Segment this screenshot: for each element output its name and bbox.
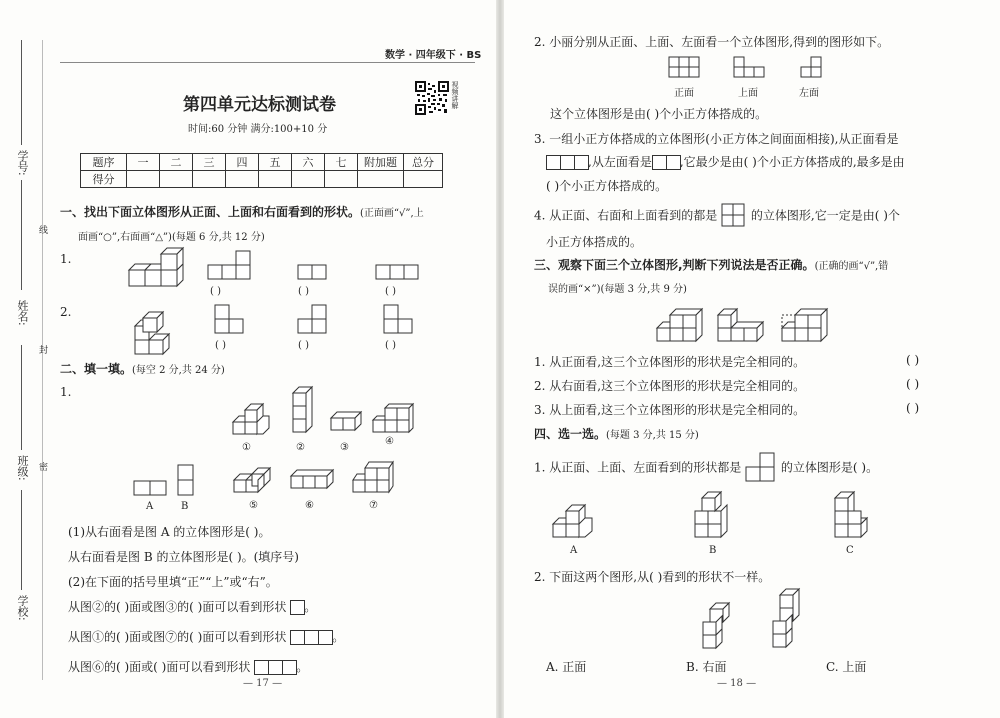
shape-two-by-two-squares (721, 203, 747, 229)
score-cell[interactable] (193, 171, 226, 188)
r-q3-line1: 3. 一组小正方体搭成的立体图形(小正方体之间面面相接),从正面看是 (534, 132, 899, 146)
r-q2-label-front: 正面 (674, 88, 694, 99)
sec1-q2-view-b (297, 304, 329, 336)
sec1-q2-number: 2. (60, 305, 72, 319)
subject-header: 数学 · 四年级下 · BS (385, 50, 482, 61)
sec1-paren[interactable]: ( ) (298, 286, 309, 297)
binding-line (21, 345, 22, 450)
r-s1-option-C-solid[interactable] (834, 490, 882, 542)
r-sec3-heading-line (534, 256, 888, 273)
r-q3-line3: ( )个小正方体搭成的。 (546, 179, 668, 193)
score-cell[interactable] (325, 171, 358, 188)
sec2-line3: (2)在下面的括号里填“正”“上”或“右”。 (68, 575, 278, 589)
sec1-q2-view-c (383, 304, 415, 336)
r-q4-line2: 小正方体搭成的。 (546, 235, 643, 249)
r-s1-row (534, 452, 878, 484)
r-sec3-note1: (正确的画“√”,错 (814, 261, 889, 272)
score-col-6: 六 (292, 154, 325, 171)
r-sec3-solid-1 (656, 300, 714, 346)
r-s2-option-A[interactable]: A. 正面 (546, 660, 587, 674)
binding-label-banji: 班级: (16, 455, 29, 481)
score-table (80, 153, 443, 188)
r-q2-line: 2. 小丽分别从正面、上面、左面看一个立体图形,得到的图形如下。 (534, 35, 890, 49)
sec2-view-B (177, 464, 195, 496)
sec2-label-7: ⑦ (369, 500, 378, 511)
r-s1-label-B: B (709, 545, 717, 556)
sec1-q1-solid (127, 252, 187, 292)
qr-side-label: 视频讲解 (451, 81, 459, 109)
score-col-1: 一 (127, 154, 160, 171)
shape-one-square (290, 600, 304, 614)
sec2-line2: 从右面看是图 B 的立体图形是( )。(填序号) (68, 550, 299, 564)
exam-title: 第四单元达标测试卷 (183, 95, 336, 115)
sec2-line6-row (68, 658, 308, 675)
score-cell[interactable] (160, 171, 193, 188)
score-col-5: 五 (259, 154, 292, 171)
r-sec4-heading: 四、选一选。 (534, 427, 607, 441)
score-cell[interactable] (292, 171, 325, 188)
binding-line (21, 40, 22, 145)
sec1-q1-view-a (208, 248, 253, 284)
shape-three-squares (290, 630, 332, 644)
score-row-label: 得分 (81, 171, 127, 188)
r-j3: 3. 从上面看,这三个立体图形的形状是完全相同的。 (534, 403, 806, 417)
sec2-figure-4 (372, 402, 414, 438)
r-s1-option-A-solid[interactable] (552, 496, 600, 542)
binding-label-xuehao: 学号: (16, 150, 29, 176)
sec1-heading-line (60, 203, 424, 220)
r-q2-view-top (733, 56, 767, 80)
r-q4-line1-row (534, 203, 900, 229)
shape-three-squares (254, 660, 296, 674)
r-s1a: 1. 从正面、上面、左面看到的形状都是 (534, 460, 742, 475)
score-col-4: 四 (226, 154, 259, 171)
binding-xian: 线 (37, 225, 47, 234)
binding-margin (42, 40, 43, 680)
sec2-line5-row (68, 628, 344, 645)
r-sec3-heading: 三、观察下面三个立体图形,判断下列说法是否正确。 (534, 258, 815, 272)
binding-feng: 封 (37, 345, 47, 354)
binding-label-xingming: 姓名: (16, 300, 29, 326)
r-s2-option-B[interactable]: B. 右面 (686, 660, 727, 674)
sec2-figure-7 (352, 458, 396, 498)
sec1-paren[interactable]: ( ) (215, 340, 226, 351)
sec1-paren[interactable]: ( ) (210, 286, 221, 297)
r-s2-option-C[interactable]: C. 上面 (826, 660, 867, 674)
r-s1-label-C: C (846, 545, 854, 556)
r-q3-line2-row (546, 153, 905, 170)
score-cell[interactable] (259, 171, 292, 188)
sec2-figure-3 (330, 410, 366, 438)
shape-three-squares (546, 155, 588, 169)
qr-code[interactable] (415, 81, 449, 115)
score-col-3: 三 (193, 154, 226, 171)
r-j1: 1. 从正面看,这三个立体图形的形状是完全相同的。 (534, 355, 806, 369)
page-number-right: — 18 — (717, 678, 757, 689)
sec2-q1-number: 1. (60, 385, 72, 399)
r-j2: 2. 从右面看,这三个立体图形的形状是完全相同的。 (534, 379, 806, 393)
sec2-label-3: ③ (340, 442, 349, 453)
score-col-7: 七 (325, 154, 358, 171)
sec1-q1-view-c (375, 264, 421, 280)
sec1-note2: 面画“○”,右面画“△”)(每题 6 分,共 12 分) (78, 232, 265, 243)
binding-mi: 密 (37, 462, 47, 471)
r-q3-line2a: ,从左面看是 (588, 155, 652, 169)
sec2-heading-line (60, 360, 225, 377)
sec2-line1: (1)从右面看是图 A 的立体图形是( )。 (68, 525, 271, 539)
r-q3-line2b: ,它最少是由( )个小正方体搭成的,最多是由 (679, 155, 905, 169)
r-q4-line1b: 的立体图形,它一定是由( )个 (750, 208, 900, 223)
r-s1-label-A: A (570, 545, 578, 556)
sec1-q2-view-a (214, 304, 246, 336)
sec1-note1: (正面画“√”,上 (360, 208, 424, 219)
left-page (0, 0, 496, 718)
score-cell[interactable] (226, 171, 259, 188)
book-gutter (496, 0, 504, 718)
r-q2-label-top: 上面 (738, 88, 758, 99)
r-sec3-note2: 误的画“×”)(每题 3 分,共 9 分) (548, 284, 687, 295)
sec2-note: (每空 2 分,共 24 分) (132, 365, 225, 376)
sec2-heading: 二、填一填。 (60, 362, 133, 376)
sec1-q1-view-b (297, 264, 329, 280)
binding-line (21, 180, 22, 290)
sec2-label-A: A (146, 501, 154, 512)
right-page (504, 0, 1000, 718)
sec2-label-1: ① (242, 442, 251, 453)
r-q2-label-left: 左面 (799, 88, 819, 99)
score-cell[interactable] (404, 171, 443, 188)
sec2-label-4: ④ (385, 436, 394, 447)
sec2-view-A (133, 480, 167, 496)
score-cell[interactable] (127, 171, 160, 188)
r-sec4-note: (每题 3 分,共 15 分) (606, 430, 699, 441)
sec1-q2-solid (133, 310, 173, 355)
sec2-line5: 从图①的( )面或图⑦的( )面可以看到形状 (68, 630, 287, 644)
sec2-figure-1 (232, 400, 274, 440)
r-q2-view-left (800, 56, 824, 80)
sec2-figure-5 (233, 466, 277, 498)
period: 。 (296, 660, 309, 674)
header-rule (60, 62, 475, 63)
page-number-left: — 17 — (243, 678, 283, 689)
shape-two-squares (652, 155, 680, 169)
sec2-line6: 从图⑥的( )面或( )面可以看到形状 (68, 660, 251, 674)
sec2-line4: 从图②的( )面或图③的( )面可以看到形状 (68, 600, 287, 614)
sec2-label-5: ⑤ (249, 500, 258, 511)
binding-line (21, 490, 22, 590)
r-sec3-solid-2 (717, 300, 775, 346)
shape-l-three-squares (745, 452, 777, 484)
sec1-paren[interactable]: ( ) (385, 340, 396, 351)
sec1-paren[interactable]: ( ) (298, 340, 309, 351)
r-q4-line1a: 4. 从正面、右面和上面看到的都是 (534, 208, 718, 223)
r-q2-view-front (668, 56, 702, 80)
sec1-q1-number: 1. (60, 252, 72, 266)
sec1-paren[interactable]: ( ) (385, 286, 396, 297)
score-col-tixu: 题序 (81, 154, 127, 171)
sec2-label-2: ② (296, 442, 305, 453)
sec2-label-6: ⑥ (305, 500, 314, 511)
sec2-label-B: B (181, 501, 189, 512)
sec2-line4-row (68, 598, 316, 615)
period: 。 (332, 630, 345, 644)
sec2-figure-2 (292, 385, 318, 441)
binding-label-xuexiao: 学校: (16, 595, 29, 621)
r-s2: 2. 下面这两个图形,从( )看到的形状不一样。 (534, 570, 771, 584)
exam-meta: 时间:60 分钟 满分:100+10 分 (188, 124, 328, 135)
r-s1-option-B-solid[interactable] (694, 490, 742, 542)
r-s1b: 的立体图形是( )。 (780, 460, 879, 475)
r-j2-paren[interactable]: ( ) (906, 377, 920, 391)
score-col-bonus: 附加题 (358, 154, 404, 171)
r-s2-solid-1 (702, 595, 736, 651)
score-col-2: 二 (160, 154, 193, 171)
period: 。 (304, 600, 317, 614)
r-j1-paren[interactable]: ( ) (906, 353, 920, 367)
sec2-figure-6 (290, 466, 338, 496)
score-cell[interactable] (358, 171, 404, 188)
score-col-total: 总分 (404, 154, 443, 171)
sec1-heading: 一、找出下面立体图形从正面、上面和右面看到的形状。 (60, 205, 361, 219)
r-q2-answer: 这个立体图形是由( )个小正方体搭成的。 (550, 107, 768, 121)
r-sec3-solid-3 (781, 300, 839, 346)
r-s2-solid-2 (772, 588, 806, 650)
r-j3-paren[interactable]: ( ) (906, 401, 920, 415)
r-sec4-heading-line (534, 425, 699, 442)
